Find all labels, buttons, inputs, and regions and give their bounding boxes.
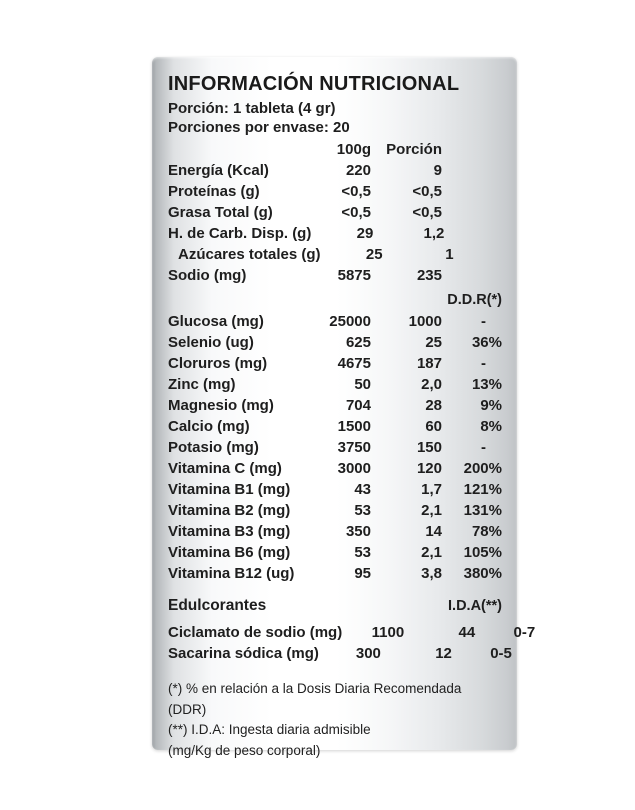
value-per-portion: 2,1	[421, 544, 442, 561]
table-row	[168, 353, 502, 374]
nutrient-name: Zinc (mg)	[168, 376, 236, 393]
value-per-portion: 14	[425, 523, 442, 540]
sweeteners-header-row	[168, 595, 502, 617]
nutrient-name: Vitamina B2 (mg)	[168, 502, 291, 519]
nutrient-name: Cloruros (mg)	[168, 355, 268, 372]
table-row	[168, 202, 502, 223]
table-row	[168, 622, 536, 643]
value-ddr-percent: 121%	[463, 481, 502, 498]
value-per-100g: 625	[345, 334, 371, 351]
table-row	[168, 223, 502, 244]
sweetener-name: Sacarina sódica (mg)	[168, 645, 319, 662]
nutrient-name: Energía (Kcal)	[168, 162, 269, 179]
nutrient-name: Sodio (mg)	[168, 267, 247, 284]
table-row	[168, 244, 502, 265]
value-per-portion: 1,7	[421, 481, 442, 498]
column-header-portion: Porción	[386, 141, 442, 158]
value-ddr-percent: -	[481, 355, 486, 372]
value-per-portion: 1000	[408, 313, 442, 330]
value-ddr-percent: 8%	[480, 418, 502, 435]
value-per-100g: 29	[356, 225, 374, 242]
value-per-portion: 60	[425, 418, 442, 435]
sweetener-name: Ciclamato de sodio (mg)	[168, 624, 343, 641]
nutrient-name: Vitamina B3 (mg)	[168, 523, 291, 540]
value-ddr-percent: 105%	[463, 544, 502, 561]
nutrient-name: Grasa Total (g)	[168, 204, 273, 221]
value-per-100g: 43	[354, 481, 371, 498]
value-per-100g: 53	[354, 544, 371, 561]
value-per-100g: 53	[354, 502, 371, 519]
value-per-100g: 3750	[337, 439, 371, 456]
table-row	[168, 416, 502, 437]
table-row	[168, 374, 502, 395]
value-ddr-percent: -	[481, 439, 486, 456]
value-per-portion: 9	[433, 162, 442, 179]
table-row	[168, 160, 502, 181]
nutrient-name: Vitamina B1 (mg)	[168, 481, 291, 498]
table-row	[168, 395, 502, 416]
value-ddr-percent: 200%	[463, 460, 502, 477]
value-per-100g: 704	[345, 397, 371, 414]
nutrient-name: Vitamina B6 (mg)	[168, 544, 291, 561]
table-row	[168, 332, 502, 353]
table-row	[168, 437, 502, 458]
value-per-portion: 44	[458, 624, 476, 641]
nutrient-name: Calcio (mg)	[168, 418, 250, 435]
nutrient-name: Proteínas (g)	[168, 183, 260, 200]
value-per-100g: 25000	[329, 313, 371, 330]
sweeteners-table	[168, 622, 536, 664]
value-per-portion: 120	[416, 460, 442, 477]
value-per-100g: 300	[355, 645, 381, 662]
value-per-100g: 1500	[337, 418, 371, 435]
value-per-portion: <0,5	[412, 204, 442, 221]
value-ddr-percent: 131%	[463, 502, 502, 519]
nutrient-name: Vitamina B12 (ug)	[168, 565, 295, 582]
nutrient-name: Vitamina C (mg)	[168, 460, 282, 477]
table-row	[168, 563, 502, 584]
table-row	[168, 521, 502, 542]
nutrient-name: Glucosa (mg)	[168, 313, 264, 330]
value-per-100g: 95	[354, 565, 371, 582]
value-ida-range: 0-7	[513, 624, 536, 641]
value-ida-range: 0-5	[490, 645, 512, 662]
column-header-row	[168, 140, 502, 160]
value-ddr-percent: -	[481, 313, 486, 330]
serving-size-line: Porción: 1 tableta (4 gr)	[168, 100, 336, 117]
value-ddr-percent: 9%	[480, 397, 502, 414]
value-ddr-percent: 36%	[471, 334, 502, 351]
value-per-portion: <0,5	[412, 183, 442, 200]
value-per-portion: 12	[435, 645, 452, 662]
value-per-portion: 1,2	[423, 225, 445, 242]
table-row	[168, 311, 502, 332]
value-per-portion: 2,1	[421, 502, 442, 519]
nutrient-name: Selenio (ug)	[168, 334, 254, 351]
column-header-ddr: D.D.R(*)	[447, 292, 502, 308]
value-per-portion: 28	[425, 397, 442, 414]
sweeteners-title: Edulcorantes	[168, 597, 267, 614]
value-ddr-percent: 380%	[463, 565, 502, 582]
value-per-100g: 3000	[337, 460, 371, 477]
table-row	[168, 265, 502, 286]
micronutrients-table	[168, 311, 502, 584]
table-row	[168, 479, 502, 500]
table-row	[168, 458, 502, 479]
value-per-portion: 25	[425, 334, 442, 351]
nutrient-name: Potasio (mg)	[168, 439, 259, 456]
macronutrients-table	[168, 160, 502, 286]
table-row	[168, 542, 502, 563]
column-header-ida: I.D.A(**)	[448, 598, 502, 614]
nutrition-label	[152, 57, 536, 758]
label-title: INFORMACIÓN NUTRICIONAL	[168, 73, 460, 95]
value-per-100g: <0,5	[341, 204, 371, 221]
footnotes	[168, 679, 502, 761]
servings-per-container-line: Porciones por envase: 20	[168, 118, 350, 136]
value-per-portion: 2,0	[421, 376, 442, 393]
table-row	[168, 643, 512, 664]
value-per-100g: 25	[365, 246, 383, 263]
value-per-100g: 4675	[337, 355, 371, 372]
table-row	[168, 181, 502, 202]
footnote-ida: (**) I.D.A: Ingesta diaria admisible	[168, 722, 371, 737]
value-per-portion: 150	[416, 439, 442, 456]
value-per-100g: 5875	[337, 267, 371, 284]
footnote-ddr: (*) % en relación a la Dosis Diaria Recomendada (DDR)	[168, 681, 462, 717]
value-per-100g: 50	[354, 376, 371, 393]
value-per-portion: 3,8	[421, 565, 442, 582]
value-per-portion: 1	[445, 246, 454, 263]
nutrient-name: Azúcares totales (g)	[178, 246, 321, 263]
footnote-units: (mg/Kg de peso corporal)	[168, 742, 321, 758]
value-per-100g: 1100	[371, 624, 405, 641]
value-per-100g: 220	[345, 162, 371, 179]
value-per-100g: 350	[345, 523, 371, 540]
nutrient-name: Magnesio (mg)	[168, 397, 274, 414]
value-ddr-percent: 13%	[471, 376, 502, 393]
value-per-100g: <0,5	[341, 183, 371, 200]
table-row	[168, 500, 502, 521]
value-ddr-percent: 78%	[471, 523, 502, 540]
column-header-100g: 100g	[336, 141, 371, 158]
value-per-portion: 235	[416, 267, 442, 284]
value-per-portion: 187	[416, 355, 442, 372]
nutrient-name: H. de Carb. Disp. (g)	[168, 225, 312, 242]
